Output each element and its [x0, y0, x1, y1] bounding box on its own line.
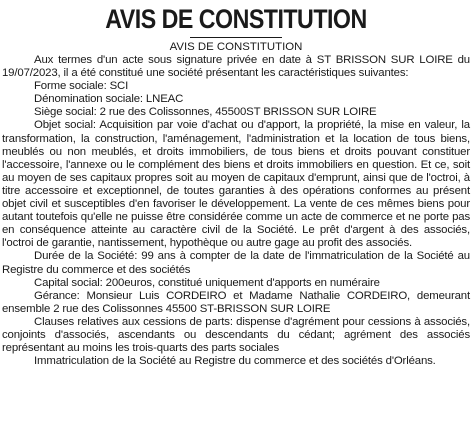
paragraph-preamble: Aux termes d'un acte sous signature privée en date à ST BRISSON SUR LOIRE du 19/07/2023, il a été constitué une société présentant les caractéristiques suivantes:: [2, 54, 470, 80]
paragraph-registered-office: Siège social: 2 rue des Colissonnes, 45500ST BRISSON SUR LOIRE: [34, 106, 377, 119]
paragraph-corporate-purpose: Objet social: Acquisition par voie d'achat ou d'apport, la propriété, la mise en valeur, la transformation, la construction, l'aménagement, l'administration et la location de tous biens, meublés ou non meublés, et droits immobiliers, de tous biens et droits pouvant constituer l'accessoire, l'annexe ou le complément des biens et droits immobiliers en question. Et ce, soit au moyen de ses capitaux propres soit au moyen de capitaux d'emprunt, ainsi que de l'octroi, à titre accessoire et exceptionnel, de toutes garanties à des opérations conformes au présent objet civil et susceptibles d'en favoriser le développement. La vente de ces mêmes biens pour autant toutefois qu'elle ne puisse être considérée comme un acte de commerce et ne porte pas en conséquence atteinte au caractère civil de la Société. Le prêt d'argent à des associés, l'octroi de garantie, nantissement, hypothèque ou autre gage au profit des associés.: [2, 119, 470, 250]
paragraph-management: Gérance: Monsieur Luis CORDEIRO et Madame Nathalie CORDEIRO, demeurant ensemble 2 rue des Colissonnes 45500 ST-BRISSON SUR LOIRE: [2, 289, 470, 315]
paragraph-company-name: Dénomination sociale: LNEAC: [34, 93, 184, 106]
headline-divider: [190, 37, 282, 38]
paragraph-registration: Immatriculation de la Société au Registre du commerce et des sociétés d'Orléans.: [34, 355, 436, 368]
notice-subtitle: AVIS DE CONSTITUTION: [169, 41, 303, 53]
paragraph-share-capital: Capital social: 200euros, constitué uniquement d'apports en numéraire: [34, 276, 380, 289]
notice-headline: AVIS DE CONSTITUTION: [105, 4, 367, 34]
paragraph-legal-form: Forme sociale: SCI: [34, 80, 129, 93]
notice-body: [2, 54, 470, 368]
paragraph-share-transfer: Clauses relatives aux cessions de parts: dispense d'agrément pour cessions à associés, conjoints d'associés, ascendants ou descendants du cédant; agrément des associés représentant au moins les trois-quarts des parts sociales: [2, 315, 470, 355]
paragraph-duration: Durée de la Société: 99 ans à compter de la date de l'immatriculation de la Société au Registre du commerce et des sociétés: [2, 250, 470, 276]
